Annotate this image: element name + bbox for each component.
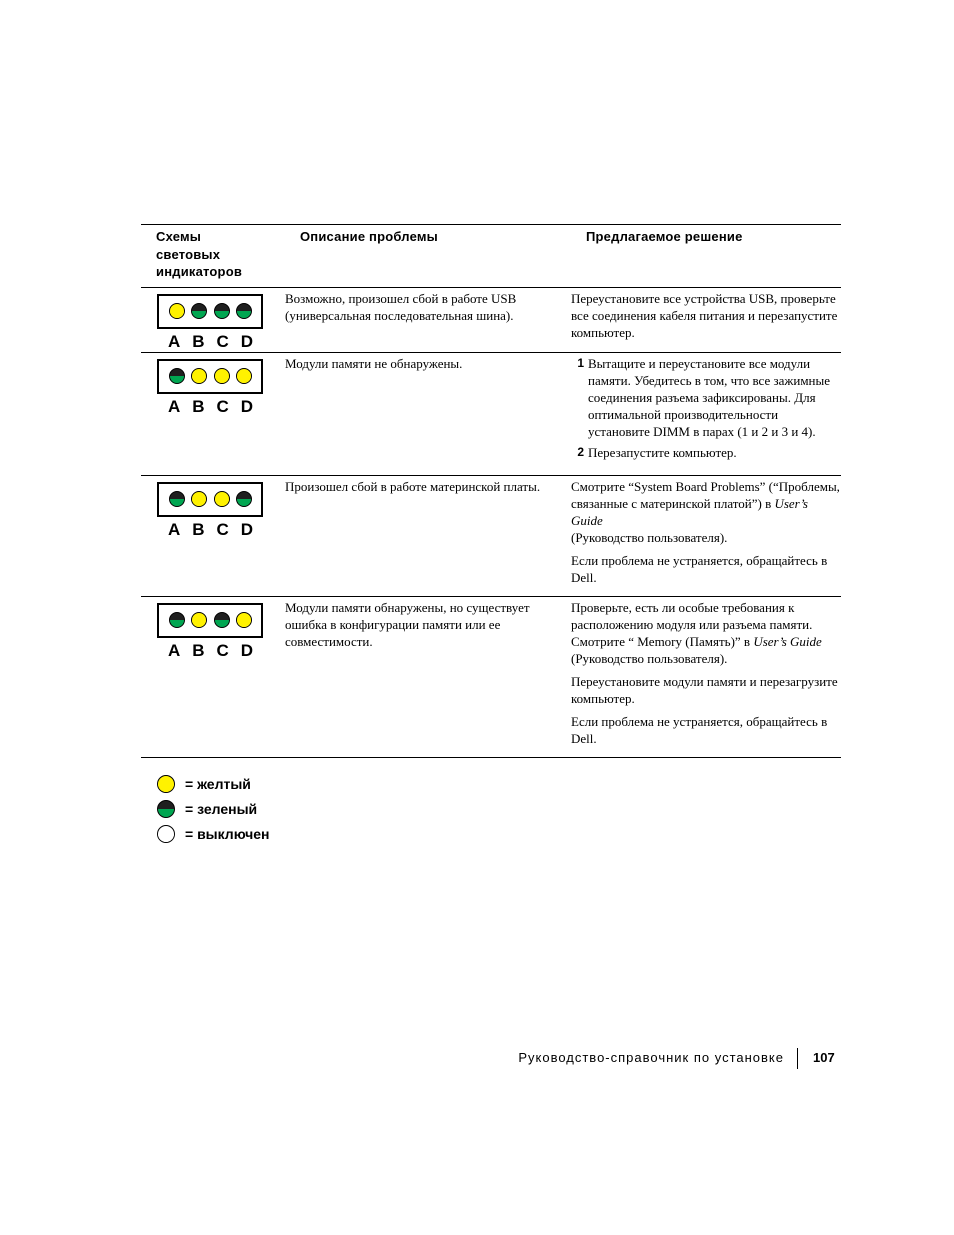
footer-divider bbox=[797, 1048, 798, 1069]
led-panel bbox=[157, 603, 263, 638]
header-line: Схемы bbox=[156, 229, 202, 244]
solution-text-part: (Руководство пользователя). bbox=[571, 529, 728, 545]
green-led-icon bbox=[236, 303, 252, 319]
led-panel bbox=[157, 359, 263, 394]
green-led-icon bbox=[157, 800, 175, 818]
green-led-icon bbox=[236, 491, 252, 507]
users-guide-title: User’s Guide bbox=[753, 633, 822, 649]
led-label: A bbox=[168, 519, 181, 539]
step-text: Вытащите и переустановите все модули памяти. Убедитесь в том, что все зажимные соединения разъема зафиксированы. Для оптимальной производительности установите DIMM в парах (1 и 2 и 3 и 4). bbox=[588, 355, 831, 439]
led-label: D bbox=[240, 331, 253, 351]
legend-label: = желтый bbox=[185, 775, 251, 792]
led-label: B bbox=[192, 396, 205, 416]
yellow-led-icon bbox=[169, 303, 185, 319]
problem-description: Произошел сбой в работе материнской платы. bbox=[285, 478, 541, 494]
yellow-led-icon bbox=[214, 368, 230, 384]
table-row bbox=[141, 288, 841, 353]
off-led-icon bbox=[157, 825, 175, 843]
diagnostic-lights-table bbox=[141, 224, 841, 758]
solution-text: Если проблема не устраняется, обращайтесь в Dell. bbox=[571, 713, 828, 746]
table-row bbox=[141, 476, 841, 597]
yellow-led-icon bbox=[236, 368, 252, 384]
solution-text-part: Смотрите “System Board Problems” (“Проблемы, связанные с материнской платой”) в bbox=[571, 478, 840, 511]
green-led-icon bbox=[191, 303, 207, 319]
legend-label: = зеленый bbox=[185, 800, 258, 817]
solution-step bbox=[571, 444, 841, 461]
step-number: 1 bbox=[577, 355, 584, 370]
header-suggested-solution: Предлагаемое решение bbox=[586, 229, 743, 244]
legend-item-yellow bbox=[157, 771, 270, 796]
header-line: индикаторов bbox=[156, 264, 243, 279]
led-labels bbox=[157, 397, 263, 417]
table-header-row bbox=[141, 225, 841, 288]
led-diagram bbox=[141, 353, 285, 417]
led-label: D bbox=[240, 519, 253, 539]
yellow-led-icon bbox=[191, 368, 207, 384]
led-label: C bbox=[216, 519, 229, 539]
table-row bbox=[141, 597, 841, 758]
light-pattern-cell bbox=[141, 353, 285, 475]
led-label: C bbox=[216, 331, 229, 351]
yellow-led-icon bbox=[191, 491, 207, 507]
led-label: A bbox=[168, 640, 181, 660]
led-label: A bbox=[168, 396, 181, 416]
solution-steps bbox=[571, 355, 841, 461]
led-label: C bbox=[216, 396, 229, 416]
header-problem-description: Описание проблемы bbox=[300, 229, 438, 244]
light-pattern-cell bbox=[141, 476, 285, 596]
solution-text: Переустановите модули памяти и перезагрузите компьютер. bbox=[571, 673, 838, 706]
led-label: B bbox=[192, 640, 205, 660]
led-panel bbox=[157, 294, 263, 329]
yellow-led-icon bbox=[191, 612, 207, 628]
led-label: B bbox=[192, 331, 205, 351]
solution bbox=[571, 476, 841, 596]
light-pattern-cell bbox=[141, 288, 285, 352]
step-number: 2 bbox=[577, 444, 584, 459]
solution-step bbox=[571, 355, 841, 440]
led-labels bbox=[157, 641, 263, 661]
solution-text bbox=[571, 599, 841, 667]
step-text: Перезапустите компьютер. bbox=[588, 444, 737, 460]
page-footer bbox=[0, 1048, 954, 1070]
yellow-led-icon bbox=[214, 491, 230, 507]
green-led-icon bbox=[169, 368, 185, 384]
solution-text: Переустановите все устройства USB, проверьте все соединения кабеля питания и перезапустите компьютер. bbox=[571, 290, 838, 340]
green-led-icon bbox=[169, 612, 185, 628]
legend-label: = выключен bbox=[185, 825, 270, 842]
green-led-icon bbox=[214, 303, 230, 319]
led-label: D bbox=[240, 640, 253, 660]
solution-text-part: (Руководство пользователя). bbox=[571, 650, 728, 666]
footer-title: Руководство-справочник по установке bbox=[518, 1050, 784, 1065]
led-label: D bbox=[240, 396, 253, 416]
legend-item-off bbox=[157, 821, 270, 846]
led-label: A bbox=[168, 331, 181, 351]
solution bbox=[571, 288, 841, 352]
green-led-icon bbox=[169, 491, 185, 507]
solution-text bbox=[571, 478, 841, 546]
led-panel bbox=[157, 482, 263, 517]
problem-description: Модули памяти обнаружены, но существует ошибка в конфигурации памяти или ее совместимости. bbox=[285, 599, 530, 649]
led-diagram bbox=[141, 476, 285, 540]
problem-description: Возможно, произошел сбой в работе USB (универсальная последовательная шина). bbox=[285, 290, 517, 323]
users-guide-title: User’s Guide bbox=[571, 495, 808, 528]
page-number: 107 bbox=[813, 1050, 835, 1065]
led-diagram bbox=[141, 288, 285, 352]
led-label: C bbox=[216, 640, 229, 660]
header-line: световых bbox=[156, 246, 221, 262]
led-label: B bbox=[192, 519, 205, 539]
table-row bbox=[141, 353, 841, 476]
led-labels bbox=[157, 520, 263, 540]
problem-description: Модули памяти не обнаружены. bbox=[285, 355, 463, 371]
led-labels bbox=[157, 332, 263, 352]
solution bbox=[571, 597, 841, 757]
led-diagram bbox=[141, 597, 285, 661]
solution-text: Если проблема не устраняется, обращайтесь в Dell. bbox=[571, 552, 828, 585]
led-legend bbox=[157, 771, 270, 846]
light-pattern-cell bbox=[141, 597, 285, 757]
solution-text-part: Проверьте, есть ли особые требования к расположению модуля или разъема памяти. Смотрите “ Memory (Память)” в bbox=[571, 599, 813, 649]
header-light-patterns bbox=[141, 225, 300, 287]
green-led-icon bbox=[214, 612, 230, 628]
legend-item-green bbox=[157, 796, 270, 821]
solution bbox=[571, 353, 841, 475]
yellow-led-icon bbox=[157, 775, 175, 793]
yellow-led-icon bbox=[236, 612, 252, 628]
